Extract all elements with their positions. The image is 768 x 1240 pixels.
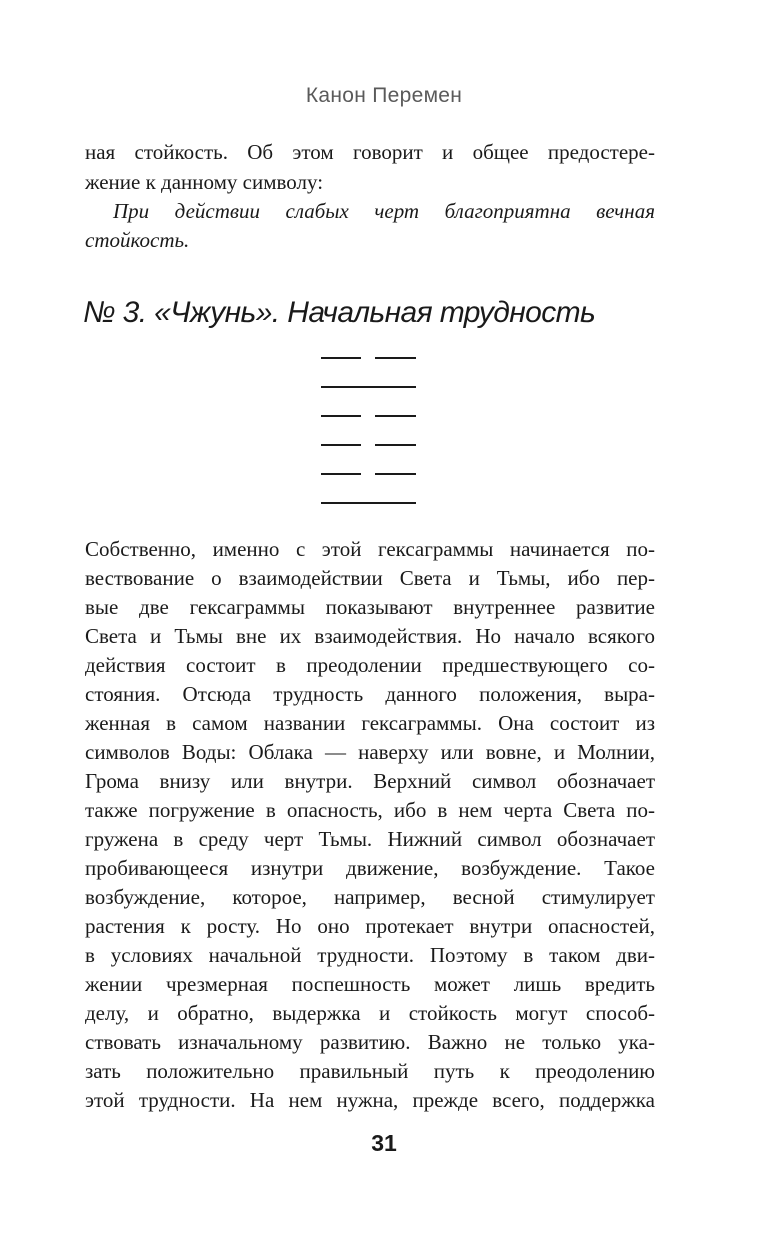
body-line: действия состоит в преодолении предшествующего со- [85,653,655,677]
body-line: в условиях начальной трудности. Поэтому в таком дви- [85,943,655,967]
body-line: этой трудности. На нем нужна, прежде всего, поддержка [85,1088,655,1112]
quote-line: стойкость. [85,228,190,252]
hexagram-solid-line [321,502,416,504]
hexagram-segment [375,444,416,446]
body-line: Грома внизу или внутри. Верхний символ обозначает [85,769,655,793]
hexagram-segment [321,415,361,417]
text-line: жение к данному символу: [85,170,324,194]
page-number: 31 [371,1130,397,1156]
body-line: вествование о взаимодействии Света и Тьмы, ибо пер- [85,566,655,590]
body-line: женная в самом названии гексаграммы. Она состоит из [85,711,655,735]
body-line: возбуждение, которое, например, весной стимулирует [85,885,655,909]
hexagram-segment [375,357,416,359]
hexagram-broken-line [321,444,416,446]
body-line: вые две гексаграммы показывают внутреннее развитие [85,595,655,619]
hexagram-broken-line [321,357,416,359]
hexagram-segment [375,473,416,475]
hexagram-segment [321,386,416,388]
body-line: делу, и обратно, выдержка и стойкость могут способ- [85,1001,655,1025]
text-line: ная стойкость. Об этом говорит и общее предостере- [85,140,655,164]
hexagram-solid-line [321,386,416,388]
body-line: жении чрезмерная поспешность может лишь вредить [85,972,655,996]
body-line: также погружение в опасность, ибо в нем черта Света по- [85,798,655,822]
hexagram-broken-line [321,415,416,417]
body-line: растения к росту. Но оно протекает внутри опасностей, [85,914,655,938]
hexagram-segment [321,502,416,504]
hexagram-segment [321,473,361,475]
quote-line: При действии слабых черт благоприятна вечная [113,199,655,223]
body-line: символов Воды: Облака — наверху или вовне, и Молнии, [85,740,655,764]
hexagram-segment [321,357,361,359]
body-line: Собственно, именно с этой гексаграммы начинается по- [85,537,655,561]
body-line: пробивающееся изнутри движение, возбуждение. Такое [85,856,655,880]
section-heading: № 3. «Чжунь». Начальная трудность [83,296,596,329]
hexagram-symbol [321,349,416,509]
body-line: зать положительно правильный путь к преодолению [85,1059,655,1083]
body-line: стояния. Отсюда трудность данного положения, выра- [85,682,655,706]
hexagram-segment [321,444,361,446]
body-line: Света и Тьмы вне их взаимодействия. Но начало всякого [85,624,655,648]
body-line: ствовать изначальному развитию. Важно не только ука- [85,1030,655,1054]
hexagram-broken-line [321,473,416,475]
body-line: гружена в среду черт Тьмы. Нижний символ обозначает [85,827,655,851]
running-head: Канон Перемен [305,84,463,107]
hexagram-segment [375,415,416,417]
